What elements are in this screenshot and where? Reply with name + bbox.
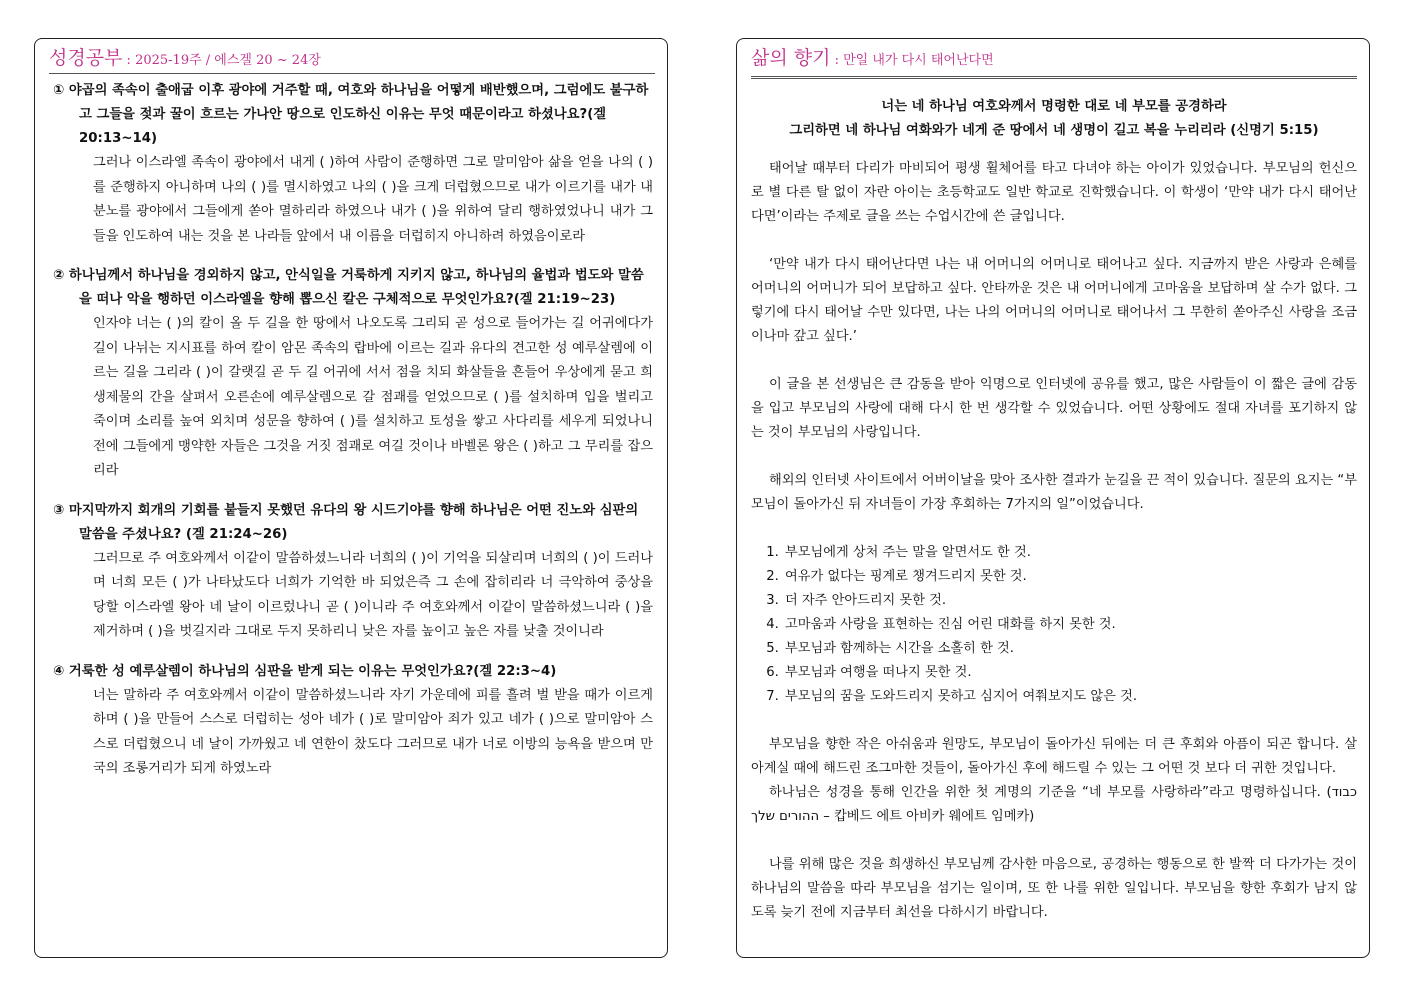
question-title: ② 하나님께서 하나님을 경외하지 않고, 안식일을 거룩하게 지키지 않고, 하나님의 율법과 법도와 말씀을 떠나 악을 행하던 이스라엘을 향해 뽑으신 칼은 구체적으로 무엇인가요?(겔 21:19~23) xyxy=(53,268,644,307)
life-fragrance-body xyxy=(751,95,1357,949)
life-fragrance-subtitle: : 만일 내가 다시 태어난다면 xyxy=(830,53,994,68)
question-passage: 너는 말하라 주 여호와께서 이같이 말씀하셨느니라 자기 가운데에 피를 흘려 벌 받을 때가 이르게 하며 ( )을 만들어 스스로 더럽히는 성아 네가 ( )로 말미암아 죄가 있고 네가 ( )으로 말미암아 스스로 더럽혔으니 네 날이 가까웠고 네 연한이 찼도다 그러므로 내가 너로 이방의 능욕을 받으며 만국의 조롱거리가 되게 하였노라 xyxy=(93,687,653,776)
bible-study-panel xyxy=(34,38,668,958)
verse-line: 그리하면 네 하나님 여화와가 네게 준 땅에서 네 생명이 길고 복을 누리리라 (신명기 5:15) xyxy=(789,123,1319,138)
question-1 xyxy=(53,79,653,249)
paragraph: 부모님을 향한 작은 아쉬움과 원망도, 부모님이 돌아가신 뒤에는 더 큰 후회와 아픔이 되곤 합니다. 살아계실 때에 해드린 조그마한 것들이, 돌아가신 후에 해드릴 수 있는 그 어떤 것 보다 더 귀한 것입니다. xyxy=(751,737,1357,776)
list-item: 3. 더 자주 안아드리지 못한 것. xyxy=(783,589,1357,613)
bible-study-title: 성경공부 xyxy=(49,47,123,69)
paragraph: ‘만약 내가 다시 태어난다면 나는 내 어머니의 어머니로 태어나고 싶다. 지금까지 받은 사랑과 은혜를 어머니의 어머니가 되어 보답하고 싶다. 안타까운 것은 내 어머니에게 고마움을 보답하며 살 수가 없다. 그렇기에 다시 태어날 수만 있다면, 나는 나의 어머니의 어머니로 태어나서 그 무한히 쏟아주신 사랑을 조금이나마 갚고 싶다.’ xyxy=(751,257,1357,344)
question-passage: 그러므로 주 여호와께서 이같이 말씀하셨느니라 너희의 ( )이 기억을 되살리며 너희의 ( )이 드러나며 너희 모든 ( )가 나타났도다 너희가 기억한 바 되었은즉 그 손에 잡히리라 너 극악하여 중상을 당할 이스라엘 왕아 네 날이 이르렀나니 곧 ( )이니라 주 여호와께서 이같이 말씀하셨느니라 ( )을 제거하며 ( )을 벗길지라 그대로 두지 못하리니 낮은 자를 높이고 높은 자를 낮출 것이니라 xyxy=(93,550,653,639)
paragraph: 이 글을 본 선생님은 큰 감동을 받아 익명으로 인터넷에 공유를 했고, 많은 사람들이 이 짧은 글에 감동을 입고 부모님의 사랑에 대해 다시 한 번 생각할 수 있었습니다. 어떤 상황에도 절대 자녀를 포기하지 않는 것이 부모님의 사랑입니다. xyxy=(751,377,1357,440)
verse-line: 너는 네 하나님 여호와께서 명령한 대로 네 부모를 공경하라 xyxy=(881,99,1227,114)
question-passage: 그러나 이스라엘 족속이 광야에서 내게 ( )하여 사람이 준행하면 그로 말미암아 삶을 얻을 나의 ( )를 준행하지 아니하며 나의 ( )를 멸시하였고 나의 ( )을 크게 더럽혔으므로 내가 이르기를 내가 내 분노를 광야에서 그들에게 쏟아 멸하리라 하였으나 내가 ( )을 위하여 달리 행하였었나니 내가 그들을 인도하여 내는 것을 본 나라들 앞에서 내 이름을 더럽히지 아니하려 하였음이로라 xyxy=(93,155,653,244)
question-title: ④ 거룩한 성 예루살렘이 하나님의 심판을 받게 되는 이유는 무엇인가요?(겔 22:3~4) xyxy=(53,663,557,679)
list-item: 6. 부모님과 여행을 떠나지 못한 것. xyxy=(783,661,1357,685)
paragraph: 하나님은 성경을 통해 인간을 위한 첫 계명의 기준을 “네 부모를 사랑하라”라고 명령하십니다. (כבוד ההורים שלך – 캅베드 에트 아비카 웨에트 임메카) xyxy=(751,785,1357,824)
life-fragrance-panel xyxy=(736,38,1370,958)
paragraph: 태어날 때부터 다리가 마비되어 평생 휠체어를 타고 다녀야 하는 아이가 있었습니다. 부모님의 헌신으로 별 다른 탈 없이 자란 아이는 초등학교도 일반 학교로 진학했습니다. 이 학생이 ‘만약 내가 다시 태어난다면’이라는 주제로 글을 쓰는 수업시간에 쓴 글입니다. xyxy=(751,161,1357,224)
scripture-verse xyxy=(751,95,1357,143)
life-fragrance-title: 삶의 향기 xyxy=(751,47,831,69)
list-item: 2. 여유가 없다는 핑계로 챙겨드리지 못한 것. xyxy=(783,565,1357,589)
paragraph: 나를 위해 많은 것을 희생하신 부모님께 감사한 마음으로, 공경하는 행동으로 한 발짝 더 다가가는 것이 하나님의 말씀을 따라 부모님을 섬기는 일이며, 또 한 나를 위한 일입니다. 부모님을 향한 후회가 남지 않도록 늦기 전에 지금부터 최선을 다하시기 바랍니다. xyxy=(751,857,1357,920)
question-2 xyxy=(53,264,653,484)
question-4 xyxy=(53,660,653,782)
paragraph: 해외의 인터넷 사이트에서 어버이날을 맞아 조사한 결과가 눈길을 끈 적이 있습니다. 질문의 요지는 “부모님이 돌아가신 뒤 자녀들이 가장 후회하는 7가지의 일”이었습니다. xyxy=(751,473,1357,512)
question-title: ① 야곱의 족속이 출애굽 이후 광야에 거주할 때, 여호와 하나님을 어떻게 배반했으며, 그럼에도 불구하고 그들을 젖과 꿀이 흐르는 가나안 땅으로 인도하신 이유는 무엇 때문이라고 하셨나요?(겔 20:13~14) xyxy=(53,83,649,146)
bible-study-header xyxy=(49,43,655,74)
question-title: ③ 마지막까지 회개의 기회를 붙들지 못했던 유다의 왕 시드기야를 향해 하나님은 어떤 진노와 심판의 말씀을 주셨나요? (겔 21:24~26) xyxy=(53,502,639,542)
life-fragrance-header xyxy=(751,43,1357,79)
list-item: 7. 부모님의 꿈을 도와드리지 못하고 심지어 여쭤보지도 않은 것. xyxy=(783,685,1357,709)
regret-list xyxy=(751,541,1357,709)
list-item: 1. 부모님에게 상처 주는 말을 알면서도 한 것. xyxy=(783,541,1357,565)
question-3 xyxy=(53,499,653,645)
question-passage: 인자야 너는 ( )의 칼이 올 두 길을 한 땅에서 나오도록 그리되 곧 성으로 들어가는 길 어귀에다가 길이 나뉘는 지시표를 하여 칼이 암몬 족속의 랍바에 이르는 길과 유다의 견고한 성 예루살렘에 이르는 길을 그리라 ( )이 갈랫길 곧 두 길 어귀에 서서 점을 치되 화살들을 흔들어 우상에게 묻고 희생제물의 간을 살펴서 오른손에 예루살렘으로 갈 점괘를 얻었으므로 ( )를 설치하며 입을 벌리고 죽이며 소리를 높여 외치며 성문을 향하여 ( )를 설치하고 토성을 쌓고 사다리를 세우게 되었나니 전에 그들에게 맹약한 자들은 그것을 거짓 점괘로 여길 것이나 바벨론 왕은 ( )하고 그 무리를 잡으리라 xyxy=(93,316,653,478)
bible-study-body xyxy=(53,79,653,797)
list-item: 4. 고마움과 사랑을 표현하는 진심 어린 대화를 하지 못한 것. xyxy=(783,613,1357,637)
bible-study-subtitle: : 2025-19주 / 에스겔 20 ~ 24장 xyxy=(122,53,321,68)
list-item: 5. 부모님과 함께하는 시간을 소홀히 한 것. xyxy=(783,637,1357,661)
